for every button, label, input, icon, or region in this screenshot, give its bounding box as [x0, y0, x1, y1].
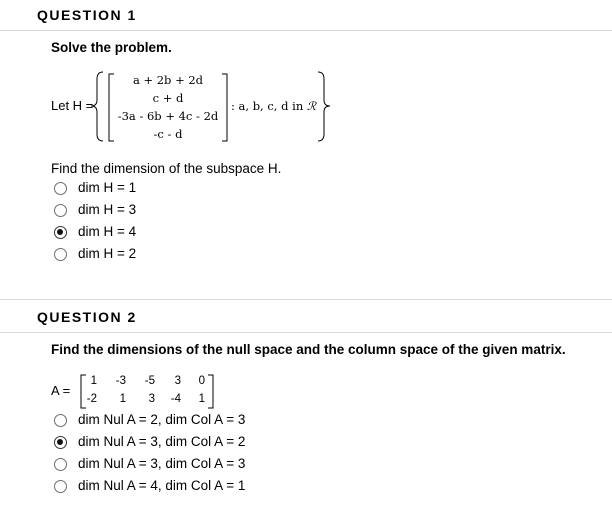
option-label: dim Nul A = 3, dim Col A = 3 — [78, 456, 246, 471]
matrix-entry: 1 — [198, 393, 205, 405]
matrix-right-bracket — [208, 375, 213, 408]
matrix-entry: 0 — [198, 375, 205, 387]
matrix-entry: -3 — [115, 375, 126, 387]
set-lhs: Let H = — [51, 98, 94, 113]
option-label: dim H = 2 — [78, 246, 137, 261]
matrix-entry: 3 — [174, 375, 181, 387]
option-label: dim Nul A = 3, dim Col A = 2 — [78, 434, 246, 449]
matrix-entry: -4 — [170, 393, 181, 405]
option-label: dim H = 3 — [78, 202, 137, 217]
radio-button[interactable] — [54, 458, 67, 471]
vector-entry: -3a - 6b + 4c - 2d — [117, 109, 219, 123]
matrix-entry: -2 — [86, 393, 97, 405]
matrix-lhs: A = — [51, 383, 71, 398]
option-label: dim H = 4 — [78, 224, 137, 239]
matrix-entry: -5 — [144, 375, 155, 387]
matrix-entry: 3 — [148, 393, 155, 405]
question-1-header: QUESTION 1 — [37, 7, 137, 23]
radio-button-selected[interactable] — [54, 436, 67, 449]
option-label: dim Nul A = 2, dim Col A = 3 — [78, 412, 246, 427]
matrix-entry: 1 — [119, 393, 126, 405]
matrix-entry: 1 — [90, 375, 97, 387]
real-numbers-symbol: ℛ — [306, 99, 317, 113]
option-label: dim H = 1 — [78, 180, 137, 195]
question-2-header: QUESTION 2 — [37, 309, 137, 325]
question-2-prompt: Find the dimensions of the null space and the column space of the given matrix. — [51, 342, 566, 357]
vector-entry: a + 2b + 2d — [132, 73, 204, 87]
question-1-text: Find the dimension of the subspace H. — [51, 161, 282, 176]
vector-entry: -c - d — [153, 127, 183, 141]
vector-entry: c + d — [152, 91, 184, 105]
set-condition-text: : a, b, c, d in — [231, 99, 304, 113]
radio-button[interactable] — [54, 480, 67, 493]
option-label: dim Nul A = 4, dim Col A = 1 — [78, 478, 246, 493]
radio-button[interactable] — [54, 414, 67, 427]
question-1-prompt: Solve the problem. — [51, 40, 172, 55]
